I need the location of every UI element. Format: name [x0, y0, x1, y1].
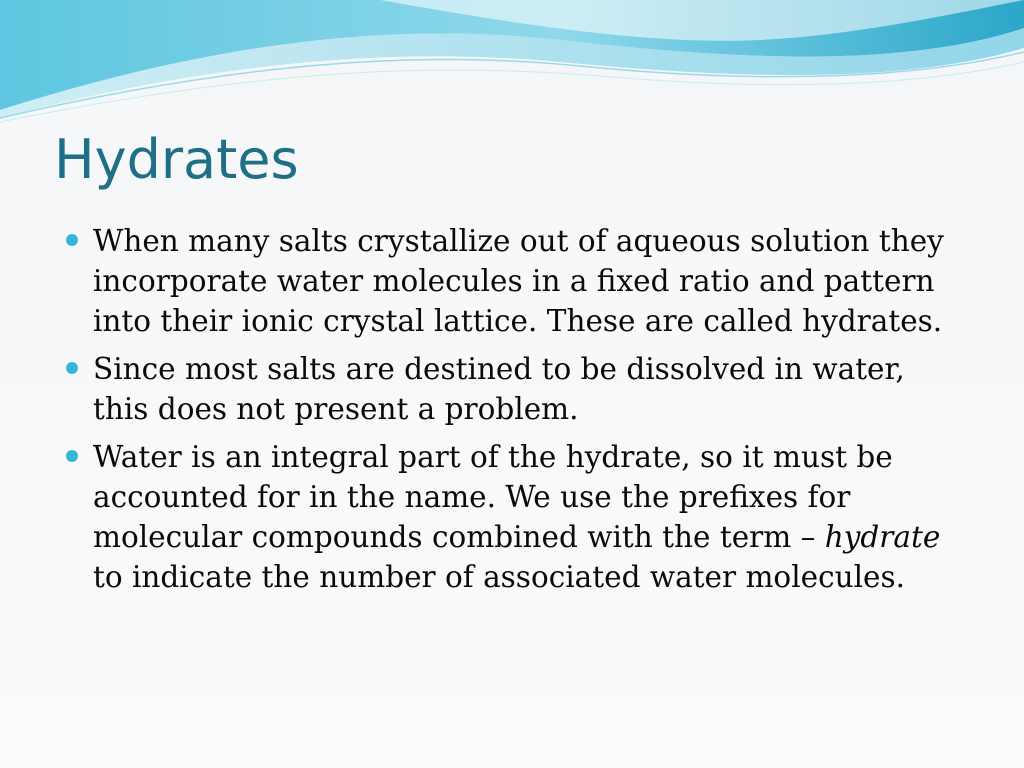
bullet-text: Since most salts are destined to be dissolved in water, this does not present a problem.	[93, 352, 905, 426]
bullet-text-italic-term: hydrate	[824, 520, 941, 554]
bullet-dot-icon	[66, 362, 78, 374]
bullet-item	[64, 221, 969, 341]
slide-title: Hydrates	[54, 128, 299, 191]
header-wave-decoration	[0, 0, 1024, 130]
bullet-dot-icon	[66, 234, 78, 246]
bullet-text-end: to indicate the number of associated water molecules.	[93, 560, 906, 594]
bullet-text-start: Water is an integral part of the hydrate, so it must be accounted for in the name. We use the prefixes for molecular compounds combined with the term –	[93, 440, 893, 554]
bullet-text: When many salts crystallize out of aqueous solution they incorporate water molecules in a fixed ratio and pattern into their ionic crystal lattice. These are called hydrates.	[93, 224, 944, 338]
bullet-item	[64, 437, 969, 597]
bullet-item	[64, 349, 969, 429]
bullet-dot-icon	[66, 450, 78, 462]
bullet-list	[64, 221, 969, 605]
